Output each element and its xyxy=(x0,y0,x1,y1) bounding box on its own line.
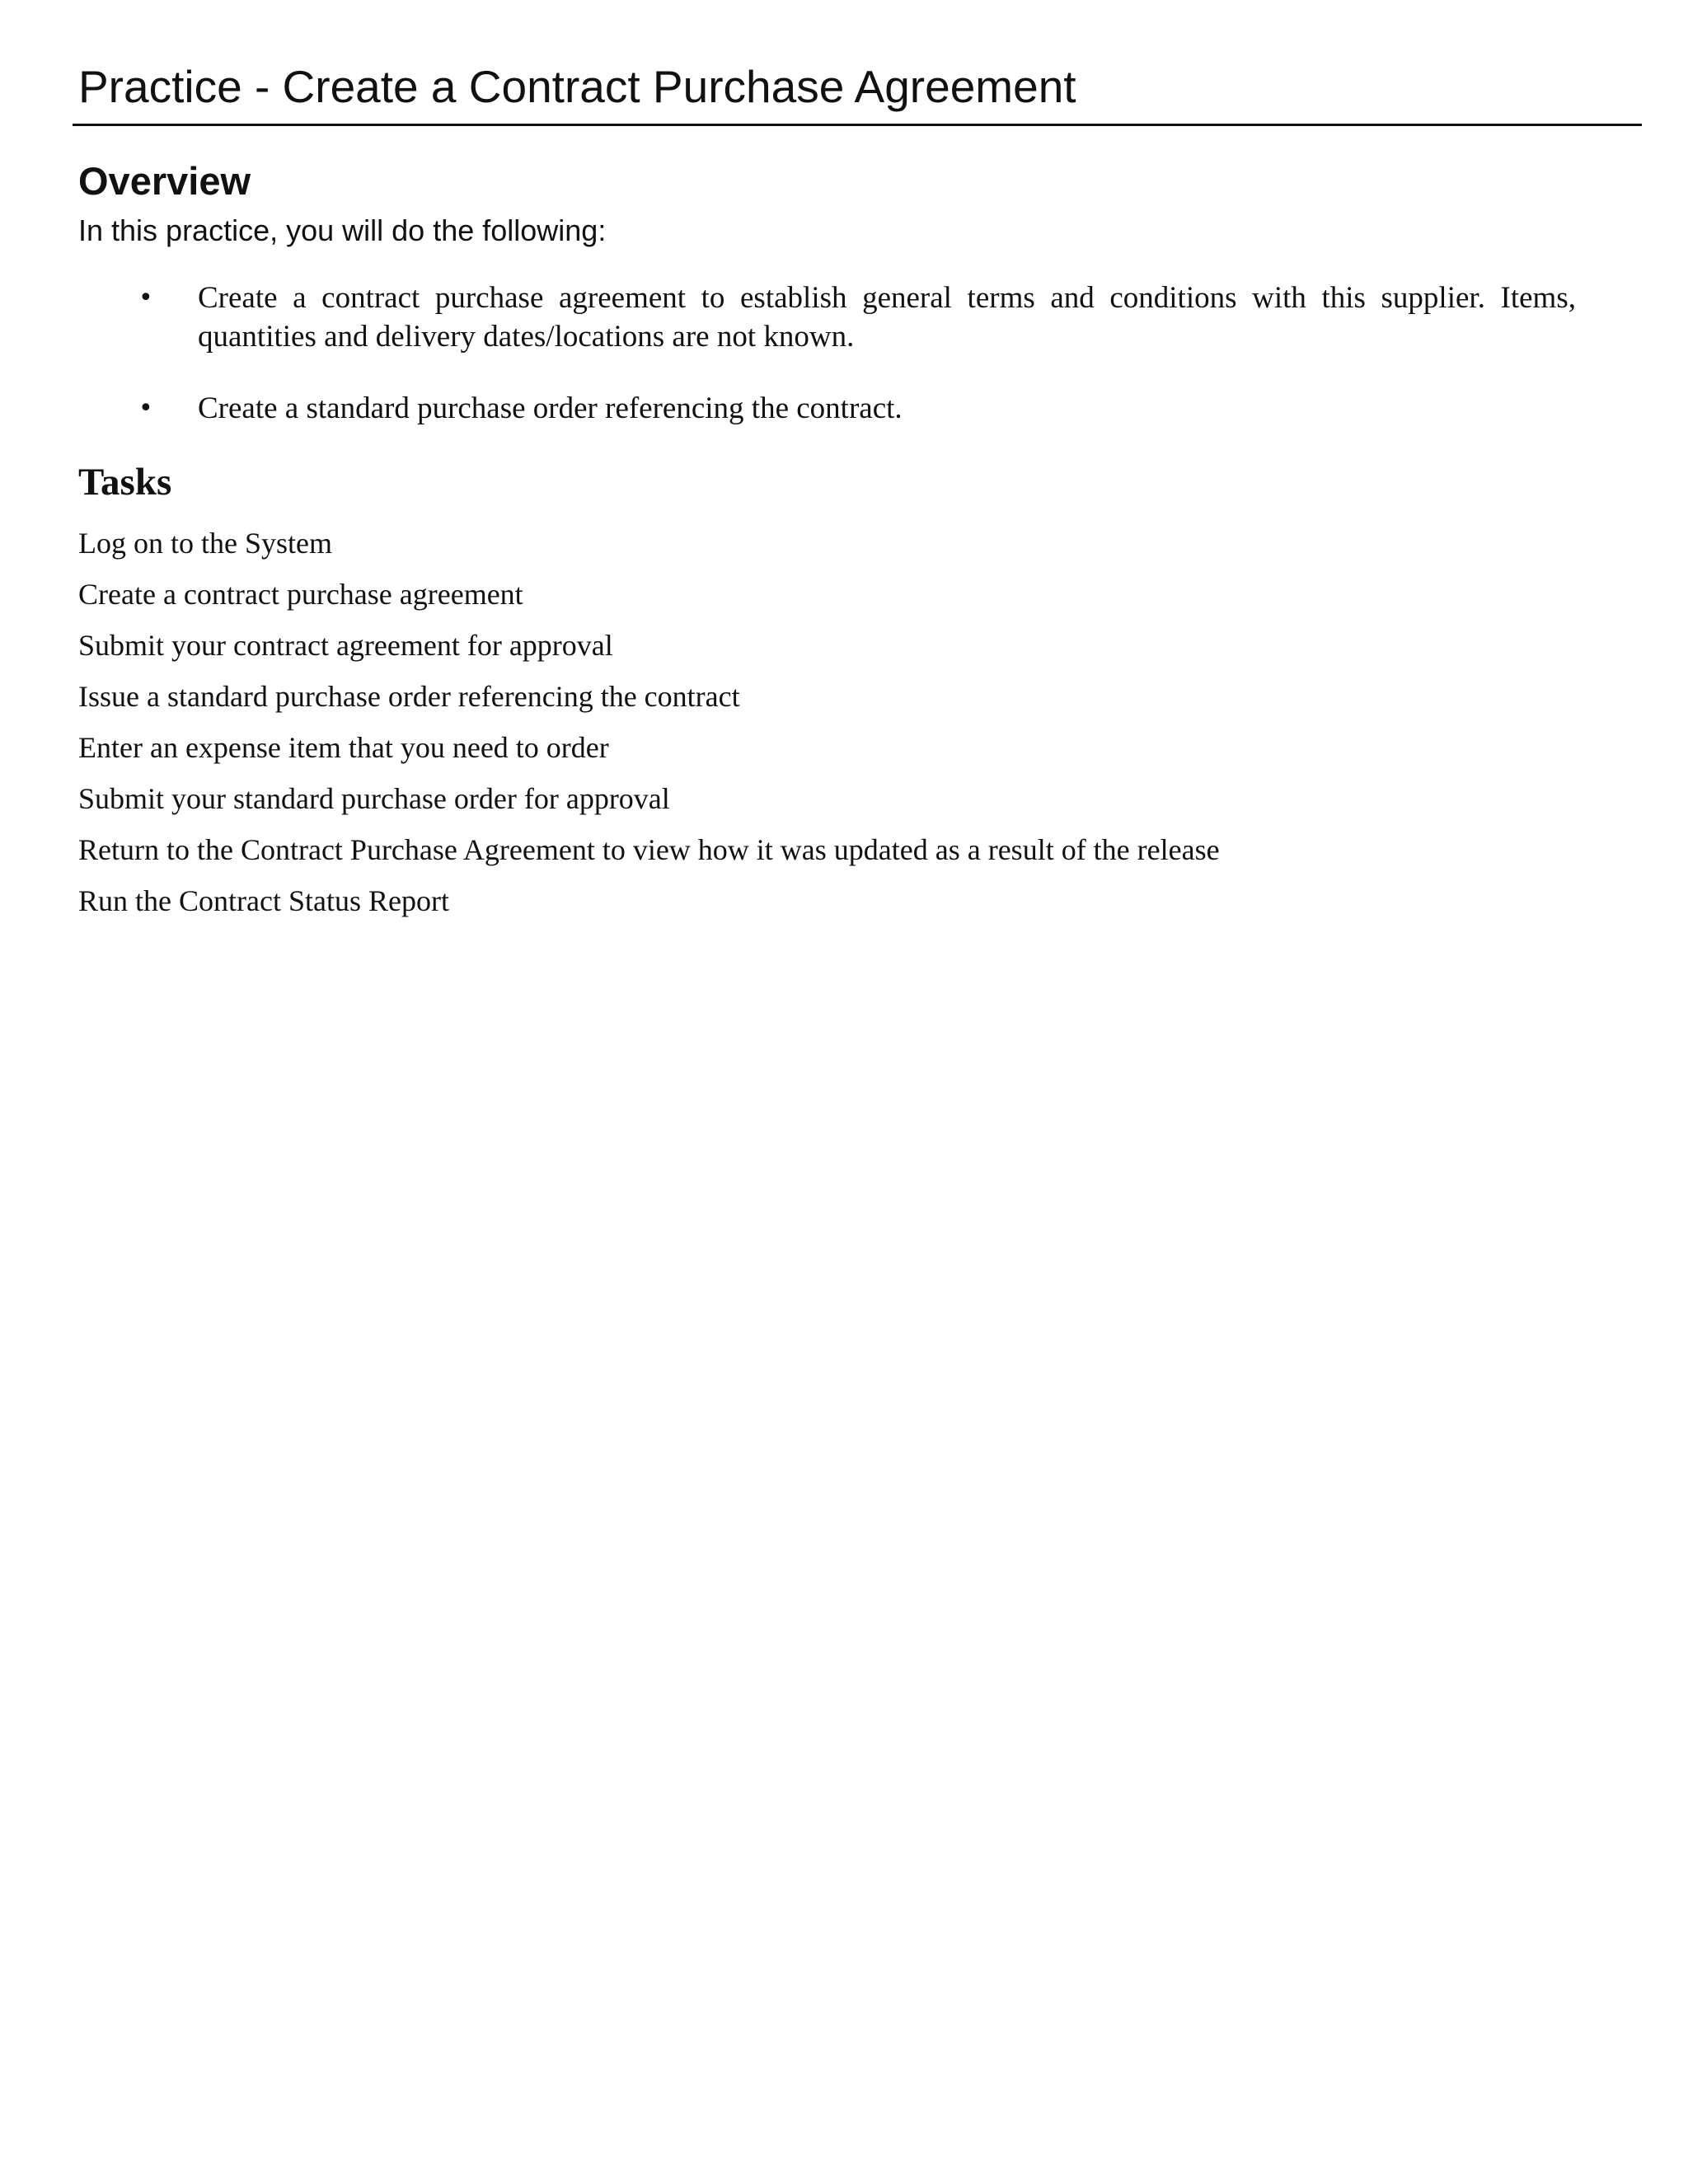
task-item-submit-contract: Submit your contract agreement for approval xyxy=(78,629,613,662)
task-list xyxy=(78,518,1220,926)
bullet-icon: • xyxy=(138,284,153,312)
task-item-run-status-report: Run the Contract Status Report xyxy=(78,884,449,917)
task-item-create-contract: Create a contract purchase agreement xyxy=(78,578,523,611)
tasks-heading: Tasks xyxy=(78,461,172,504)
overview-intro: In this practice, you will do the following: xyxy=(78,213,607,247)
overview-bullet-item xyxy=(132,279,1576,356)
title-divider xyxy=(73,124,1642,126)
overview-heading: Overview xyxy=(78,159,251,203)
task-item-submit-standard-po: Submit your standard purchase order for approval xyxy=(78,782,670,815)
task-item-log-on: Log on to the System xyxy=(78,527,332,560)
task-item-return-to-contract: Return to the Contract Purchase Agreement to view how it was updated as a result of the release xyxy=(78,833,1220,866)
page-title: Practice - Create a Contract Purchase Agreement xyxy=(78,61,1076,112)
task-item-enter-expense-item: Enter an expense item that you need to order xyxy=(78,731,609,764)
task-item-issue-standard-po: Issue a standard purchase order referencing the contract xyxy=(78,680,740,713)
overview-bullet-item xyxy=(132,389,1576,428)
overview-bullet-text: Create a standard purchase order referencing the contract. xyxy=(198,391,903,425)
overview-bullet-text: Create a contract purchase agreement to establish general terms and conditions with this supplier. Items, quantities and delivery dates/locations are not known. xyxy=(198,281,1576,354)
overview-bullet-list xyxy=(132,279,1576,428)
bullet-icon: • xyxy=(138,394,153,423)
